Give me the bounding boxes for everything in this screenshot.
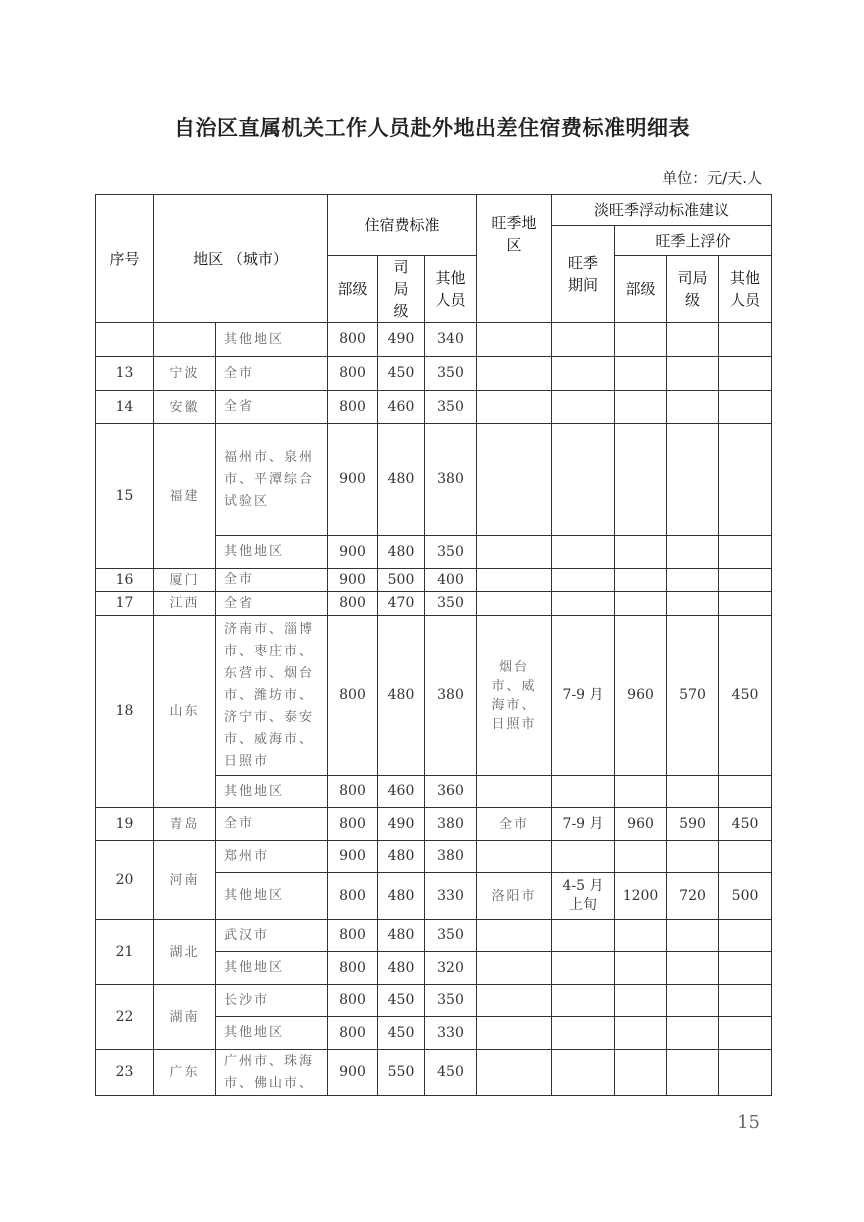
- value-cell: [477, 1017, 552, 1050]
- value-cell: [615, 323, 667, 357]
- value-cell: 900: [328, 841, 378, 873]
- value-cell: 480: [378, 920, 425, 952]
- value-cell: 470: [378, 592, 425, 616]
- value-cell: 450: [719, 808, 772, 841]
- value-cell: [477, 592, 552, 616]
- city-cell: 其他地区: [216, 1017, 328, 1050]
- value-cell: 340: [425, 323, 477, 357]
- value-cell: 15: [96, 424, 154, 569]
- value-cell: 800: [328, 920, 378, 952]
- page-number: 15: [737, 1112, 760, 1133]
- value-cell: 21: [96, 920, 154, 985]
- value-cell: [667, 985, 719, 1017]
- value-cell: [154, 323, 216, 357]
- value-cell: 800: [328, 1017, 378, 1050]
- value-cell: 960: [615, 808, 667, 841]
- value-cell: [615, 985, 667, 1017]
- value-cell: 900: [328, 536, 378, 569]
- table-row: [96, 841, 772, 873]
- value-cell: [667, 536, 719, 569]
- table-row: [96, 1050, 772, 1096]
- value-cell: [615, 841, 667, 873]
- header-peak-period: 旺季期间: [552, 226, 615, 323]
- value-cell: [615, 424, 667, 536]
- value-cell: [719, 1017, 772, 1050]
- value-cell: [615, 569, 667, 592]
- city-cell: 全市: [216, 808, 328, 841]
- value-cell: 480: [378, 536, 425, 569]
- value-cell: 17: [96, 592, 154, 616]
- value-cell: 4-5 月上旬: [552, 873, 615, 920]
- value-cell: [667, 424, 719, 536]
- value-cell: 460: [378, 391, 425, 424]
- value-cell: [615, 1017, 667, 1050]
- value-cell: [719, 920, 772, 952]
- city-cell: 其他地区: [216, 536, 328, 569]
- value-cell: [477, 323, 552, 357]
- value-cell: [552, 1017, 615, 1050]
- value-cell: 460: [378, 776, 425, 808]
- city-cell: 广州市、珠海市、佛山市、: [216, 1050, 328, 1096]
- header-peak-bureau: 司局级: [667, 256, 719, 323]
- region-cell: 全市: [477, 808, 552, 841]
- value-cell: [719, 536, 772, 569]
- value-cell: 480: [378, 952, 425, 985]
- header-peak-region: 旺季地区: [477, 195, 552, 323]
- value-cell: 800: [328, 391, 378, 424]
- value-cell: 590: [667, 808, 719, 841]
- region-cell: 福建: [154, 424, 216, 569]
- header-peak-rise: 旺季上浮价: [615, 226, 772, 256]
- value-cell: 550: [378, 1050, 425, 1096]
- value-cell: [552, 536, 615, 569]
- region-cell: 安徽: [154, 391, 216, 424]
- table-row: [96, 920, 772, 952]
- city-cell: 其他地区: [216, 776, 328, 808]
- city-cell: 福州市、泉州市、平潭综合试验区: [216, 424, 328, 536]
- value-cell: [667, 1050, 719, 1096]
- value-cell: [615, 357, 667, 391]
- value-cell: 800: [328, 323, 378, 357]
- table-body: [96, 323, 772, 1096]
- value-cell: [552, 424, 615, 536]
- value-cell: [719, 569, 772, 592]
- value-cell: 23: [96, 1050, 154, 1096]
- value-cell: [552, 391, 615, 424]
- value-cell: 360: [425, 776, 477, 808]
- value-cell: 16: [96, 569, 154, 592]
- value-cell: 450: [378, 1017, 425, 1050]
- value-cell: 480: [378, 841, 425, 873]
- table-row: [96, 592, 772, 616]
- value-cell: [615, 592, 667, 616]
- value-cell: [552, 569, 615, 592]
- region-cell: 广东: [154, 1050, 216, 1096]
- value-cell: 900: [328, 569, 378, 592]
- city-cell: 济南市、淄博市、枣庄市、东营市、烟台市、潍坊市、济宁市、泰安市、威海市、日照市: [216, 616, 328, 776]
- value-cell: 450: [719, 616, 772, 776]
- value-cell: [477, 536, 552, 569]
- table-row: [96, 357, 772, 391]
- value-cell: [615, 391, 667, 424]
- value-cell: 490: [378, 808, 425, 841]
- value-cell: 330: [425, 873, 477, 920]
- value-cell: 800: [328, 776, 378, 808]
- table-row: [96, 808, 772, 841]
- value-cell: 350: [425, 920, 477, 952]
- value-cell: [719, 391, 772, 424]
- value-cell: 450: [378, 985, 425, 1017]
- value-cell: 350: [425, 592, 477, 616]
- city-cell: 全省: [216, 391, 328, 424]
- value-cell: [667, 920, 719, 952]
- value-cell: 490: [378, 323, 425, 357]
- value-cell: 400: [425, 569, 477, 592]
- header-floating: 淡旺季浮动标准建议: [552, 195, 772, 226]
- value-cell: 350: [425, 985, 477, 1017]
- value-cell: [477, 920, 552, 952]
- header-standard: 住宿费标准: [328, 195, 477, 256]
- value-cell: 900: [328, 1050, 378, 1096]
- value-cell: 7-9 月: [552, 808, 615, 841]
- city-cell: 长沙市: [216, 985, 328, 1017]
- city-cell: 其他地区: [216, 323, 328, 357]
- value-cell: 480: [378, 424, 425, 536]
- region-cell: 湖北: [154, 920, 216, 985]
- value-cell: 450: [378, 357, 425, 391]
- region-cell: 湖南: [154, 985, 216, 1050]
- region-cell: 青岛: [154, 808, 216, 841]
- value-cell: 380: [425, 841, 477, 873]
- value-cell: [719, 592, 772, 616]
- value-cell: [477, 391, 552, 424]
- value-cell: 320: [425, 952, 477, 985]
- value-cell: [477, 985, 552, 1017]
- value-cell: [477, 776, 552, 808]
- value-cell: 800: [328, 592, 378, 616]
- value-cell: [552, 357, 615, 391]
- header-region: 地区 （城市）: [154, 195, 328, 323]
- city-cell: 全市: [216, 357, 328, 391]
- value-cell: [719, 357, 772, 391]
- value-cell: [477, 841, 552, 873]
- value-cell: [667, 357, 719, 391]
- value-cell: [667, 952, 719, 985]
- value-cell: 13: [96, 357, 154, 391]
- value-cell: [615, 1050, 667, 1096]
- header-peak-minister: 部级: [615, 256, 667, 323]
- value-cell: 22: [96, 985, 154, 1050]
- value-cell: [719, 841, 772, 873]
- value-cell: [667, 1017, 719, 1050]
- value-cell: [615, 536, 667, 569]
- value-cell: [667, 776, 719, 808]
- value-cell: 800: [328, 357, 378, 391]
- value-cell: [552, 841, 615, 873]
- value-cell: 800: [328, 873, 378, 920]
- table-row: [96, 616, 772, 776]
- value-cell: 14: [96, 391, 154, 424]
- value-cell: 19: [96, 808, 154, 841]
- value-cell: [552, 776, 615, 808]
- value-cell: 330: [425, 1017, 477, 1050]
- header-others: 其他人员: [425, 256, 477, 323]
- region-cell: 宁波: [154, 357, 216, 391]
- value-cell: 480: [378, 616, 425, 776]
- city-cell: 其他地区: [216, 873, 328, 920]
- table-row: [96, 569, 772, 592]
- city-cell: 其他地区: [216, 952, 328, 985]
- region-cell: 江西: [154, 592, 216, 616]
- value-cell: [615, 920, 667, 952]
- value-cell: [615, 776, 667, 808]
- value-cell: 18: [96, 616, 154, 808]
- value-cell: 350: [425, 391, 477, 424]
- region-cell: 河南: [154, 841, 216, 920]
- header-bureau: 司局级: [378, 256, 425, 323]
- value-cell: [477, 1050, 552, 1096]
- region-cell: 厦门: [154, 569, 216, 592]
- table-row: [96, 323, 772, 357]
- city-cell: 全省: [216, 592, 328, 616]
- value-cell: 960: [615, 616, 667, 776]
- value-cell: 720: [667, 873, 719, 920]
- value-cell: 500: [378, 569, 425, 592]
- value-cell: [552, 1050, 615, 1096]
- value-cell: [96, 323, 154, 357]
- value-cell: [719, 424, 772, 536]
- value-cell: 7-9 月: [552, 616, 615, 776]
- value-cell: [719, 323, 772, 357]
- value-cell: [719, 952, 772, 985]
- value-cell: [552, 985, 615, 1017]
- value-cell: [552, 592, 615, 616]
- value-cell: [667, 323, 719, 357]
- value-cell: 800: [328, 952, 378, 985]
- value-cell: [477, 569, 552, 592]
- city-cell: 武汉市: [216, 920, 328, 952]
- value-cell: [719, 776, 772, 808]
- table-row: [96, 391, 772, 424]
- value-cell: [667, 391, 719, 424]
- value-cell: [667, 592, 719, 616]
- value-cell: [552, 952, 615, 985]
- value-cell: 380: [425, 424, 477, 536]
- value-cell: 350: [425, 536, 477, 569]
- value-cell: 800: [328, 808, 378, 841]
- value-cell: [667, 841, 719, 873]
- value-cell: [615, 952, 667, 985]
- region-cell: 烟台市、威海市、日照市: [477, 616, 552, 776]
- value-cell: 800: [328, 985, 378, 1017]
- value-cell: [552, 323, 615, 357]
- value-cell: [552, 920, 615, 952]
- value-cell: 450: [425, 1050, 477, 1096]
- value-cell: 380: [425, 616, 477, 776]
- value-cell: 380: [425, 808, 477, 841]
- header-seq: 序号: [96, 195, 154, 323]
- unit-label: 单位：元/天.人: [662, 169, 762, 187]
- header-peak-others: 其他人员: [719, 256, 772, 323]
- document-title: 自治区直属机关工作人员赴外地出差住宿费标准明细表: [174, 116, 690, 140]
- value-cell: 480: [378, 873, 425, 920]
- value-cell: [719, 1050, 772, 1096]
- table-row: [96, 985, 772, 1017]
- value-cell: 1200: [615, 873, 667, 920]
- city-cell: 全市: [216, 569, 328, 592]
- value-cell: [477, 424, 552, 536]
- value-cell: 900: [328, 424, 378, 536]
- table-row: [96, 424, 772, 536]
- value-cell: [719, 985, 772, 1017]
- lodging-standard-table: [95, 194, 772, 1096]
- value-cell: 350: [425, 357, 477, 391]
- value-cell: 570: [667, 616, 719, 776]
- region-cell: 山东: [154, 616, 216, 808]
- city-cell: 郑州市: [216, 841, 328, 873]
- value-cell: 20: [96, 841, 154, 920]
- value-cell: [477, 952, 552, 985]
- value-cell: [477, 357, 552, 391]
- region-cell: 洛阳市: [477, 873, 552, 920]
- value-cell: 500: [719, 873, 772, 920]
- value-cell: [667, 569, 719, 592]
- value-cell: 800: [328, 616, 378, 776]
- header-minister: 部级: [328, 256, 378, 323]
